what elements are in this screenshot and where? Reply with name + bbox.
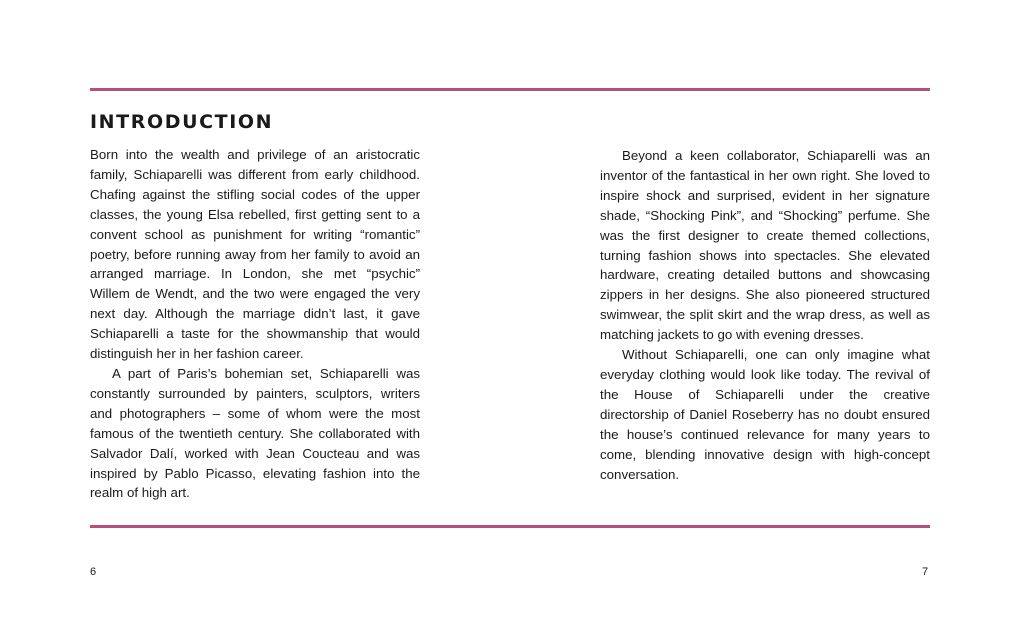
right-paragraph-1: Beyond a keen collaborator, Schiaparelli was an inventor of the fantastical in her own right. She loved to inspire shock and surprised, evident in her signature shade, “Shocking Pink”, and “Shocking” perfume. She was the first designer to create themed collections, turning fashion shows into spectacles. She elevated hardware, creating detailed buttons and showcasing zippers in her designs. She also pioneered structured swimwear, the split skirt and the wrap dress, as well as matching jackets to go with evening dresses. <box>600 148 930 343</box>
bottom-divider-rule <box>90 525 930 528</box>
left-paragraph-2: A part of Paris’s bohemian set, Schiaparelli was constantly surrounded by painters, sculptors, writers and photographers – some of whom were the most famous of the twentieth century. She collaborated with Salvador Dalí, worked with Jean Coucteau and was inspired by Pablo Picasso, elevating fashion into the realm of high art. <box>90 365 420 501</box>
section-heading: INTRODUCTION <box>90 111 274 133</box>
right-paragraph-2: Without Schiaparelli, one can only imagine what everyday clothing would look like today. The revival of the House of Schiaparelli under the creative directorship of Daniel Roseberry has no doubt ensured the house’s continued relevance for many years to come, blending innovative design with high-concept conversation. <box>600 347 930 482</box>
left-paragraph-1: Born into the wealth and privilege of an aristocratic family, Schiaparelli was different from early childhood. Chafing against the stifling social codes of the upper classes, the young Elsa rebelled, first getting sent to a convent school as punishment for writing “romantic” poetry, before running away from her family to avoid an arranged marriage. In London, she met “psychic” Willem de Wendt, and the two were engaged the very next day. Although the marriage didn’t last, it gave Schiaparelli a taste for the showmanship that would distinguish her in her fashion career. <box>90 147 420 362</box>
top-divider-rule <box>90 88 930 91</box>
right-text-column <box>600 146 930 484</box>
left-text-column <box>90 145 420 503</box>
page-number-right: 7 <box>922 566 929 578</box>
page-number-left: 6 <box>90 566 97 578</box>
